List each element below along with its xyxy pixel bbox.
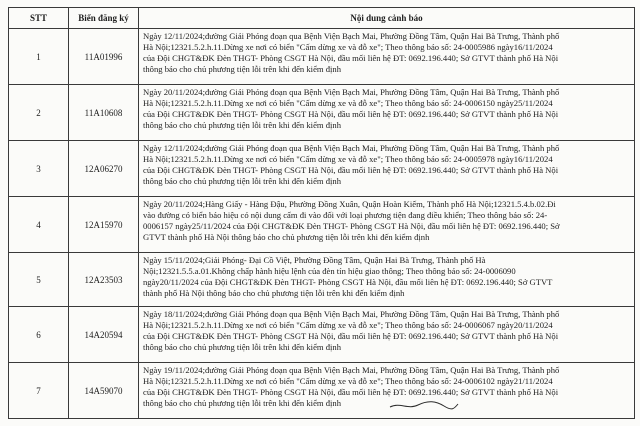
row-plate: 11A01996 — [69, 29, 139, 85]
row-content: Ngày 20/11/2024;đường Giải Phóng đoạn qua Bệnh Viện Bạch Mai, Phường Đồng Tâm, Quận Hai Bà Trưng, Thành phố Hà Nội;12321.5.2.h.11.Dừng xe nơi có biển "Cấm dừng xe và đỗ xe"; Theo thông báo số: 24-0006150 ngày25/11/2024 của Đội CHGT&ĐK Đèn THGT- Phòng CSGT Hà Nội, đầu mối liên hệ ĐT: 0692.196.440; Sở GTVT thành phố Hà Nội thông báo cho chủ phương tiện lỗi trên khi đến kiểm định — [139, 85, 635, 141]
table-row — [9, 141, 635, 197]
ink-mark — [388, 398, 460, 412]
table-header-row — [9, 8, 635, 29]
row-stt: 2 — [9, 85, 69, 141]
row-plate: 14A20594 — [69, 307, 139, 363]
row-plate: 12A15970 — [69, 197, 139, 253]
row-stt: 4 — [9, 197, 69, 253]
table-row — [9, 307, 635, 363]
row-content: Ngày 20/11/2024;Hàng Giấy - Hàng Đậu, Phường Đồng Xuân, Quận Hoàn Kiếm, Thành phố Hà Nội;12321.5.4.b.02.Đi vào đường có biển báo hiệu có nội dung cấm đi vào đối với loại phương tiện đang điều khiển; Theo thông báo số: 24- 0006157 ngày25/11/2024 của Đội CHGT&ĐK Đèn THGT- Phòng CSGT Hà Nội, đầu mối liên hệ ĐT: 0692.196.440; Sở GTVT thành phố Hà Nội thông báo cho chủ phương tiện lỗi trên khi đến kiểm định — [139, 197, 635, 253]
row-content: Ngày 12/11/2024;đường Giải Phóng đoạn qua Bệnh Viện Bạch Mai, Phường Đồng Tâm, Quận Hai Bà Trưng, Thành phố Hà Nội;12321.5.2.h.11.Dừng xe nơi có biển "Cấm dừng xe và đỗ xe"; Theo thông báo số: 24-0005978 ngày16/11/2024 của Đội CHGT&ĐK Đèn THGT- Phòng CSGT Hà Nội, đầu mối liên hệ ĐT: 0692.196.440; Sở GTVT thành phố Hà Nội thông báo cho chủ phương tiện lỗi trên khi đến kiểm định — [139, 141, 635, 197]
row-stt: 6 — [9, 307, 69, 363]
row-plate: 12A06270 — [69, 141, 139, 197]
row-plate: 11A10608 — [69, 85, 139, 141]
header-content: Nội dung cảnh báo — [139, 8, 635, 29]
row-stt: 5 — [9, 253, 69, 307]
table-row — [9, 253, 635, 307]
row-content: Ngày 19/11/2024;đường Giải Phóng đoạn qua Bệnh Viện Bạch Mai, Phường Đồng Tâm, Quận Hai Bà Trưng, Thành phố Hà Nội;12321.5.2.h.11.Dừng xe nơi có biển "Cấm dừng xe và đỗ xe"; Theo thông báo số: 24-0006102 ngày21/11/2024 của Đội CHGT&ĐK Đèn THGT- Phòng CSGT Hà Nội, đầu mối liên hệ ĐT: 0692.196.440; Sở GTVT thành phố Hà Nội thông báo cho chủ phương tiện lỗi trên khi đến kiểm định — [139, 363, 635, 419]
row-content: Ngày 15/11/2024;Giải Phóng- Đại Cồ Việt, Phường Đồng Tâm, Quận Hai Bà Trưng, Thành phố Hà Nội;12321.5.5.a.01.Không chấp hành hiệu lệnh của đèn tín hiệu giao thông; Theo thông báo số: 24-0006090 ngày20/11/2024 của Đội CHGT&ĐK Đèn THGT- Phòng CSGT Hà Nội, đầu mối liên hệ ĐT: 0692.196.440; Sở GTVT thành phố Hà Nội thông báo cho chủ phương tiện lỗi trên khi đến kiểm định — [139, 253, 635, 307]
header-stt: STT — [9, 8, 69, 29]
row-plate: 14A59070 — [69, 363, 139, 419]
row-stt: 7 — [9, 363, 69, 419]
row-content: Ngày 12/11/2024;đường Giải Phóng đoạn qua Bệnh Viện Bạch Mai, Phường Đồng Tâm, Quận Hai Bà Trưng, Thành phố Hà Nội;12321.5.2.h.11.Dừng xe nơi có biển "Cấm dừng xe và đỗ xe"; Theo thông báo số: 24-0005986 ngày16/11/2024 của Đội CHGT&ĐK Đèn THGT- Phòng CSGT Hà Nội, đầu mối liên hệ ĐT: 0692.196.440; Sở GTVT thành phố Hà Nội thông báo cho chủ phương tiện lỗi trên khi đến kiểm định — [139, 29, 635, 85]
row-stt: 3 — [9, 141, 69, 197]
header-plate: Biển đăng ký — [69, 8, 139, 29]
row-content: Ngày 18/11/2024;đường Giải Phóng đoạn qua Bệnh Viện Bạch Mai, Phường Đồng Tâm, Quận Hai Bà Trưng, Thành phố Hà Nội;12321.5.2.h.11.Dừng xe nơi có biển "Cấm dừng xe và đỗ xe"; Theo thông báo số: 24-0006067 ngày20/11/2024 của Đội CHGT&ĐK Đèn THGT- Phòng CSGT Hà Nội, đầu mối liên hệ ĐT: 0692.196.440; Sở GTVT thành phố Hà Nội thông báo cho chủ phương tiện lỗi trên khi đến kiểm định — [139, 307, 635, 363]
row-plate: 12A23503 — [69, 253, 139, 307]
table-row — [9, 197, 635, 253]
table-row — [9, 85, 635, 141]
violation-table — [8, 7, 635, 419]
row-stt: 1 — [9, 29, 69, 85]
table-row — [9, 363, 635, 419]
table-row — [9, 29, 635, 85]
